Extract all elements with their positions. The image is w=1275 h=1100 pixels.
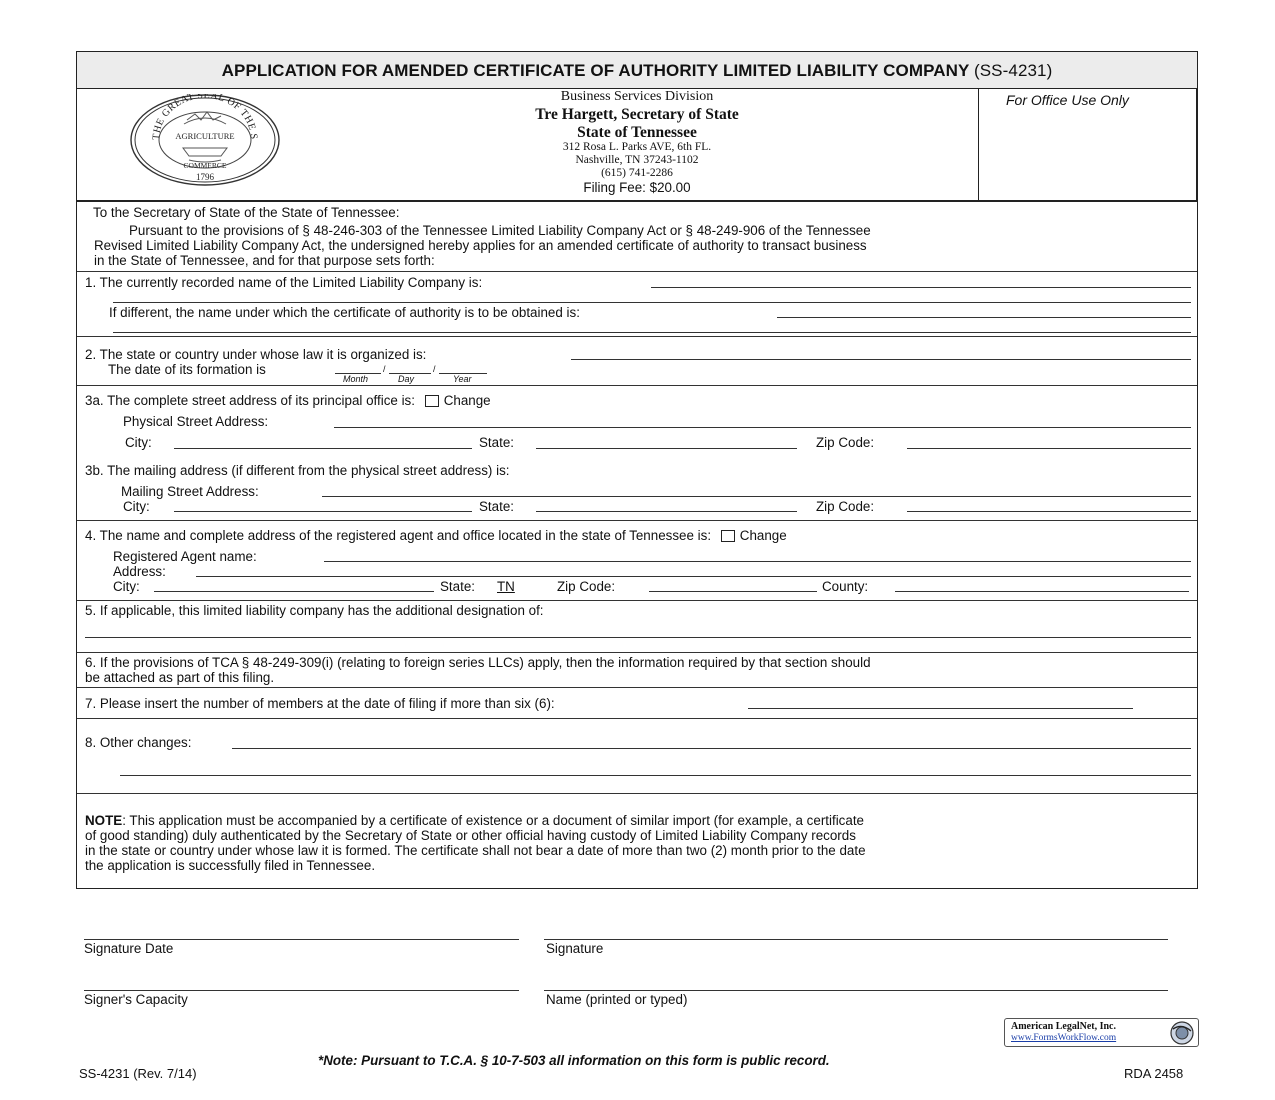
city-label: City:	[123, 499, 150, 514]
change-checkbox-4[interactable]	[721, 530, 735, 542]
section-2-label: 2. The state or country under whose law it is organized is:	[85, 347, 427, 362]
mailing-state-field[interactable]	[536, 511, 797, 512]
change-label: Change	[739, 528, 787, 543]
agent-zip-field[interactable]	[649, 591, 817, 592]
seal-commerce: COMMERCE	[183, 161, 227, 170]
new-name-field-line-2[interactable]	[113, 332, 1191, 333]
office-use-label: For Office Use Only	[1006, 92, 1129, 108]
agent-county-field[interactable]	[895, 591, 1189, 592]
signature-label: Signature	[546, 941, 604, 956]
zip-label: Zip Code:	[816, 499, 875, 514]
note-line-4: the application is successfully filed in Tennessee.	[85, 858, 376, 873]
office-address-1: 312 Rosa L. Parks AVE, 6th FL.	[562, 141, 712, 153]
form-title	[77, 52, 1197, 89]
seal-text: THE GREAT SEAL OF THE S	[150, 94, 260, 141]
header-divider	[77, 200, 1197, 202]
designation-field[interactable]	[85, 637, 1191, 638]
form-number: SS-4231 (Rev. 7/14)	[79, 1066, 197, 1081]
change-label: Change	[443, 393, 491, 408]
date-separator: /	[433, 364, 436, 374]
section-1-sub-label: If different, the name under which the certificate of authority is to be obtained is:	[109, 305, 580, 320]
formation-date-label: The date of its formation is	[108, 362, 266, 377]
division-name: Business Services Division	[560, 89, 714, 104]
seal-image	[129, 94, 281, 186]
note-line-2: of good standing) duly authenticated by the Secretary of State or other official having custody of Limited Liability Company records	[85, 828, 856, 843]
signature-date-field[interactable]	[84, 939, 519, 940]
note-text: : This application must be accompanied by a certificate of existence or a document of similar import (for example, a certificate	[122, 813, 864, 828]
note-line-1	[85, 813, 864, 828]
divider	[77, 600, 1197, 601]
application-form	[76, 51, 1198, 889]
filing-fee: Filing Fee: $20.00	[583, 180, 691, 195]
section-4-text: 4. The name and complete address of the registered agent and office located in the state of Tennessee is:	[85, 528, 712, 543]
office-use-box	[978, 88, 1198, 200]
seal-agriculture: AGRICULTURE	[175, 131, 235, 141]
agent-name-field[interactable]	[324, 561, 1191, 562]
intro-line-2: Revised Limited Liability Company Act, the undersigned hereby applies for an amended certificate of authority to transact business	[94, 238, 867, 253]
state-label: State:	[479, 499, 514, 514]
divider	[77, 271, 1197, 272]
new-name-field[interactable]	[777, 317, 1191, 318]
form-code: (SS-4231)	[973, 61, 1053, 80]
mailing-zip-field[interactable]	[907, 511, 1191, 512]
change-checkbox-3a[interactable]	[425, 395, 439, 407]
city-label: City:	[125, 435, 152, 450]
vendor-logo[interactable]	[1004, 1018, 1199, 1047]
printed-name-label: Name (printed or typed)	[546, 992, 688, 1007]
physical-street-field[interactable]	[334, 427, 1191, 428]
section-3a-text: 3a. The complete street address of its principal office is:	[85, 393, 415, 408]
agent-state-value: TN	[497, 579, 515, 594]
seal-year: 1796	[196, 172, 214, 182]
secretary-name: Tre Hargett, Secretary of State	[535, 106, 739, 123]
office-address-2: Nashville, TN 37243-1102	[575, 154, 699, 166]
signature-field[interactable]	[544, 939, 1168, 940]
year-caption: Year	[453, 374, 472, 384]
other-changes-field[interactable]	[232, 748, 1191, 749]
date-separator: /	[383, 364, 386, 374]
section-5-label: 5. If applicable, this limited liability company has the additional designation of:	[85, 603, 544, 618]
current-name-field-line-2[interactable]	[113, 302, 1191, 303]
state-label: State:	[440, 579, 475, 594]
month-caption: Month	[343, 374, 369, 384]
rda-number: RDA 2458	[1124, 1066, 1184, 1081]
signer-capacity-field[interactable]	[84, 990, 519, 991]
section-7-label: 7. Please insert the number of members at the date of filing if more than six (6):	[85, 696, 555, 711]
divider	[77, 687, 1197, 688]
physical-street-label: Physical Street Address:	[123, 414, 269, 429]
physical-zip-field[interactable]	[907, 448, 1191, 449]
other-changes-field-line-2[interactable]	[120, 775, 1191, 776]
intro-to: To the Secretary of State of the State of Tennessee:	[93, 205, 400, 220]
zip-label: Zip Code:	[816, 435, 875, 450]
section-4-label	[85, 528, 787, 543]
jurisdiction-field[interactable]	[571, 359, 1191, 360]
note-bold: NOTE	[85, 813, 123, 828]
vendor-name: American LegalNet, Inc.	[1011, 1021, 1116, 1032]
divider	[77, 652, 1197, 653]
mailing-street-field[interactable]	[322, 496, 1191, 497]
section-3a-label	[85, 393, 491, 408]
public-record-note: *Note: Pursuant to T.C.A. § 10-7-503 all information on this form is public record.	[318, 1053, 830, 1068]
zip-label: Zip Code:	[557, 579, 616, 594]
globe-icon	[1169, 1020, 1195, 1046]
divider	[77, 385, 1197, 386]
note-line-3: in the state or country under whose law it is formed. The certificate shall not bear a date of more than two (2) month prior to the date	[85, 843, 866, 858]
current-name-field[interactable]	[651, 287, 1191, 288]
day-caption: Day	[398, 374, 415, 384]
agent-city-field[interactable]	[154, 591, 434, 592]
section-8-label: 8. Other changes:	[85, 735, 192, 750]
form-title-main: APPLICATION FOR AMENDED CERTIFICATE OF AUTHORITY LIMITED LIABILITY COMPANY	[221, 61, 970, 80]
vendor-url: www.FormsWorkFlow.com	[1011, 1033, 1117, 1043]
mailing-street-label: Mailing Street Address:	[121, 484, 259, 499]
office-phone: (615) 741-2286	[601, 167, 673, 179]
divider	[77, 336, 1197, 337]
agent-name-label: Registered Agent name:	[113, 549, 257, 564]
section-6-line-1: 6. If the provisions of TCA § 48-249-309(i) (relating to foreign series LLCs) apply, then the information required by that section should	[85, 655, 871, 670]
section-6-line-2: be attached as part of this filing.	[85, 670, 275, 685]
physical-state-field[interactable]	[536, 448, 797, 449]
members-count-field[interactable]	[748, 708, 1133, 709]
divider	[77, 793, 1197, 794]
intro-line-1: Pursuant to the provisions of § 48-246-303 of the Tennessee Limited Liability Company Act or § 48-249-906 of the Tennessee	[129, 223, 871, 238]
city-label: City:	[113, 579, 140, 594]
intro-line-3: in the State of Tennessee, and for that purpose sets forth:	[94, 253, 435, 268]
agent-address-label: Address:	[113, 564, 166, 579]
section-3b-label: 3b. The mailing address (if different from the physical street address) is:	[85, 463, 510, 478]
physical-city-field[interactable]	[174, 448, 472, 449]
divider	[77, 718, 1197, 719]
divider	[77, 520, 1197, 521]
state-label: State:	[479, 435, 514, 450]
signer-capacity-label: Signer's Capacity	[84, 992, 188, 1007]
agent-address-field[interactable]	[196, 576, 1191, 577]
mailing-city-field[interactable]	[174, 511, 472, 512]
section-1-label: 1. The currently recorded name of the Limited Liability Company is:	[85, 275, 483, 290]
state-name: State of Tennessee	[577, 124, 697, 141]
county-label: County:	[822, 579, 869, 594]
signature-date-label: Signature Date	[84, 941, 174, 956]
printed-name-field[interactable]	[544, 990, 1168, 991]
